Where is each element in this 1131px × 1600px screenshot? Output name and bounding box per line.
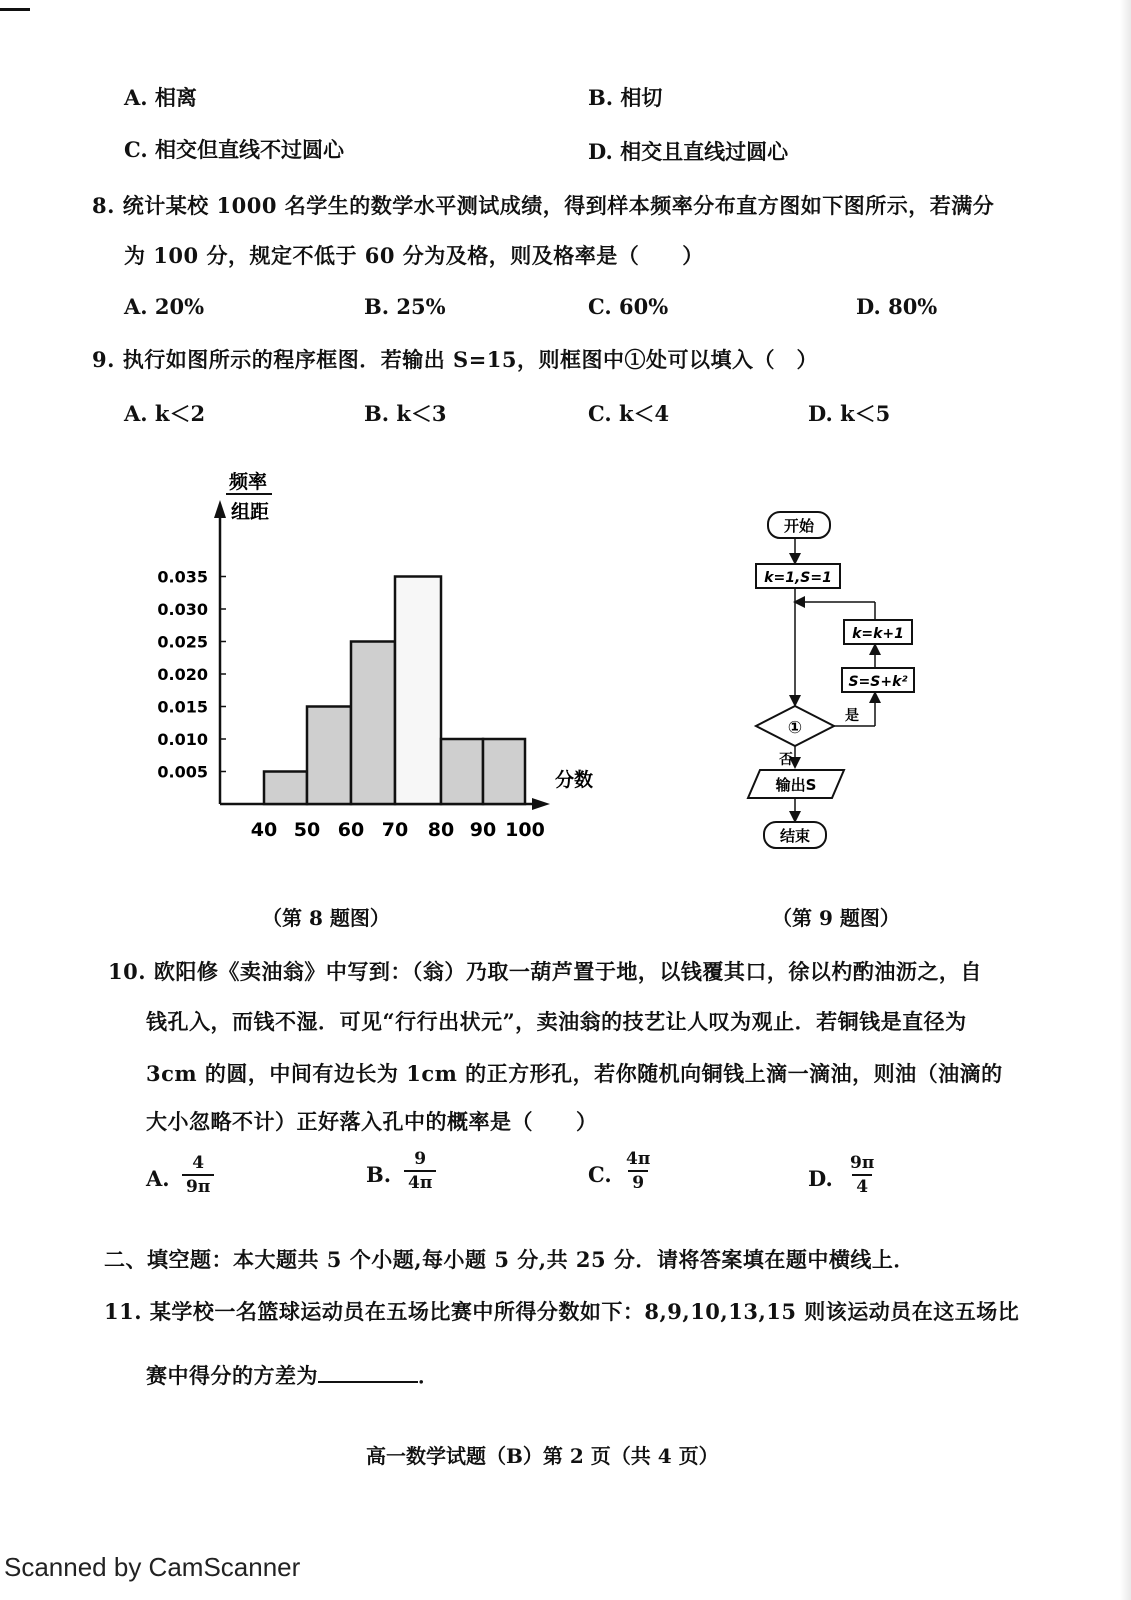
flow-init-label: k=1,S=1 (764, 570, 832, 586)
q10-option-b-numerator: 9 (414, 1149, 427, 1169)
x-axis-label: 分数 (554, 769, 594, 791)
q10-option-d-fraction (846, 1152, 878, 1198)
x-tick-label: 70 (381, 819, 409, 841)
flow-condition-label: ① (787, 718, 803, 738)
frequency-histogram (150, 460, 610, 860)
q10-stem-line4: 大小忽略不计）正好落入孔中的概率是（ ） (146, 1109, 598, 1134)
q7-option-b: B. 相切 (588, 85, 663, 110)
histogram-bar-50-60 (307, 707, 351, 805)
y-axis-label-bottom: 组距 (230, 501, 270, 523)
flow-yes-label: 是 (845, 708, 859, 724)
histogram-bar-40-50 (264, 772, 307, 805)
q11-stem-line1: 11. 某学校一名篮球运动员在五场比赛中所得分数如下：8,9,10,13,15 则该运动员在这五场比 (104, 1299, 1020, 1324)
q10-stem-line2: 钱孔入，而钱不湿．可见“行行出状元”，卖油翁的技艺让人叹为观止．若铜钱是直径为 (146, 1009, 967, 1034)
x-tick-label: 60 (337, 819, 365, 841)
scan-corner-mark (0, 8, 30, 11)
q8-stem-line1: 8. 统计某校 1000 名学生的数学水平测试成绩，得到样本频率分布直方图如下图所示，若满分 (92, 193, 995, 218)
x-axis-arrow-icon (532, 798, 550, 810)
x-tick-label: 100 (505, 819, 545, 841)
q10-option-c-denominator: 9 (628, 1170, 648, 1194)
flow-start-label: 开始 (783, 517, 815, 535)
q10-stem-line3: 3cm 的圆，中间有边长为 1cm 的正方形孔，若你随机向铜钱上滴一滴油，则油（油滴的 (146, 1061, 1003, 1086)
q7-option-c: C. 相交但直线不过圆心 (124, 137, 344, 162)
q8-option-c: C. 60% (588, 294, 669, 319)
q10-stem-line1: 10. 欧阳修《卖油翁》中写到：（翁）乃取一葫芦置于地，以钱覆其口，徐以杓酌油沥之，自 (108, 959, 982, 984)
flow-end-label: 结束 (779, 827, 811, 845)
figure-8-caption: （第 8 题图） (262, 906, 390, 930)
q10-option-b-letter: B. (366, 1162, 392, 1187)
histogram-bar-60-70 (351, 642, 395, 805)
q7-option-d: D. 相交且直线过圆心 (588, 139, 789, 164)
q10-option-a-letter: A. (146, 1166, 170, 1191)
q11-answer-blank[interactable] (318, 1363, 418, 1383)
q9-option-b: B. k＜3 (364, 401, 447, 426)
q8-stem-line2: 为 100 分，规定不低于 60 分为及格，则及格率是（ ） (124, 243, 704, 268)
scan-page-edge (1120, 0, 1131, 1600)
y-tick-label: 0.035 (157, 567, 208, 587)
q11-stem-text: 赛中得分的方差为 (146, 1363, 318, 1388)
q9-option-c: C. k＜4 (588, 401, 670, 426)
q7-option-a: A. 相离 (124, 85, 197, 110)
y-tick-label: 0.030 (157, 600, 208, 619)
q10-option-c-numerator: 4π (626, 1149, 651, 1169)
histogram-bar-90-100 (483, 739, 525, 804)
q11-stem-end: ． (418, 1363, 440, 1388)
q10-option-d-denominator: 4 (852, 1174, 872, 1198)
q8-option-d: D. 80% (856, 294, 938, 319)
q9-option-a: A. k＜2 (124, 401, 206, 426)
x-tick-label: 50 (293, 819, 321, 841)
q10-option-a-denominator: 9π (182, 1174, 214, 1198)
q10-option-d-letter: D. (808, 1166, 833, 1191)
figure-9-caption: （第 9 题图） (772, 906, 900, 930)
q11-stem-line2 (146, 1360, 440, 1390)
flow-output-label: 输出S (775, 776, 817, 794)
y-axis-label-top: 频率 (228, 471, 268, 493)
q10-option-a-numerator: 4 (192, 1153, 205, 1173)
y-tick-label: 0.025 (157, 632, 208, 652)
x-tick-label: 40 (250, 819, 278, 841)
histogram-bar-70-80 (395, 577, 441, 805)
q10-option-c-letter: C. (588, 1162, 612, 1187)
y-tick-label: 0.010 (157, 730, 208, 749)
q10-option-d-numerator: 9π (850, 1153, 875, 1173)
q9-stem: 9. 执行如图所示的程序框图．若输出 S=15，则框图中①处可以填入（ ） (92, 347, 819, 372)
q8-option-a: A. 20% (124, 294, 205, 319)
x-tick-label: 90 (469, 819, 497, 841)
flow-increment-k-label: k=k+1 (852, 626, 904, 642)
section-2-heading: 二、填空题：本大题共 5 个小题,每小题 5 分,共 25 分．请将答案填在题中横线上． (104, 1247, 915, 1272)
y-tick-label: 0.020 (157, 665, 208, 684)
y-tick-label: 0.015 (157, 697, 208, 717)
q10-option-a-fraction (182, 1152, 214, 1198)
y-tick-label: 0.005 (157, 762, 208, 782)
q10-option-c-fraction (622, 1148, 654, 1194)
q9-option-d: D. k＜5 (808, 401, 891, 426)
program-flowchart (740, 500, 920, 860)
histogram-bar-80-90 (441, 739, 483, 804)
q8-option-b: B. 25% (364, 294, 446, 319)
flow-update-s-label: S=S+k² (848, 674, 908, 690)
q10-option-b-fraction (404, 1148, 436, 1194)
y-axis-arrow-icon (214, 500, 226, 518)
x-tick-label: 80 (427, 819, 455, 841)
flow-no-label: 否 (779, 752, 793, 768)
q10-option-b-denominator: 4π (404, 1170, 436, 1194)
page-footer: 高一数学试题（B）第 2 页（共 4 页） (366, 1444, 719, 1468)
camscanner-watermark: Scanned by CamScanner (4, 1552, 301, 1582)
